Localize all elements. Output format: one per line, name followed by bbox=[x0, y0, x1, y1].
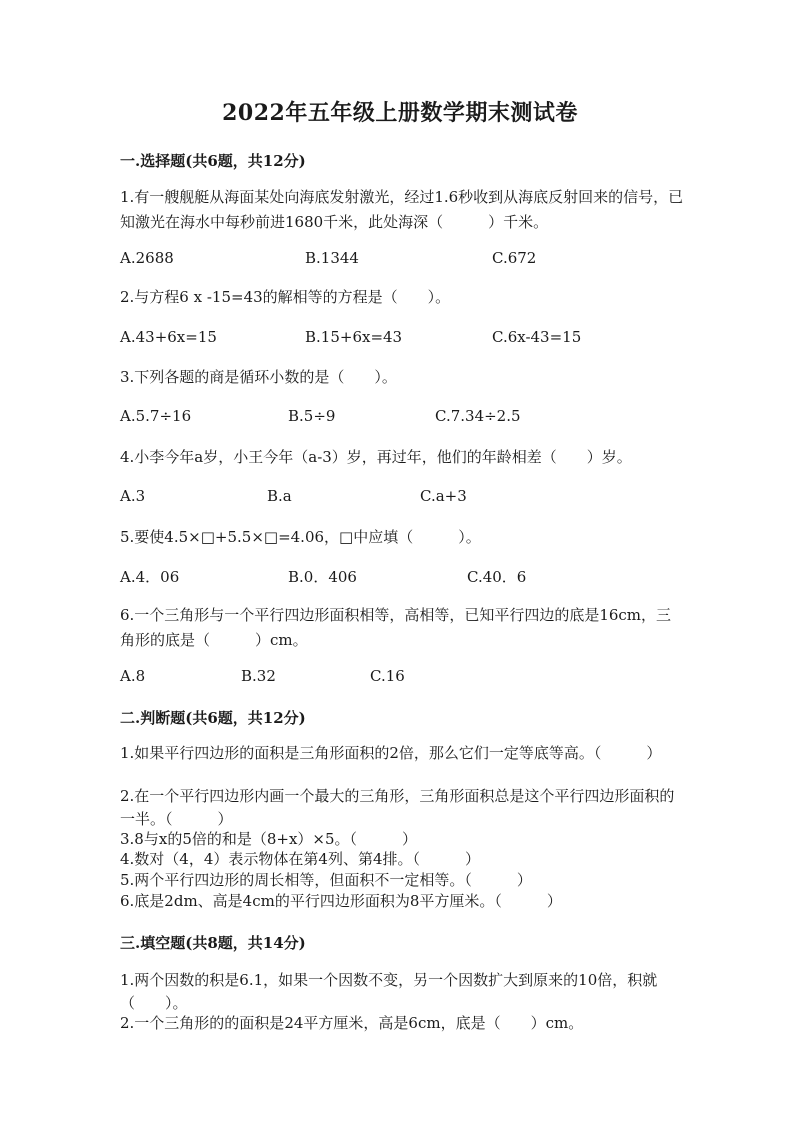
judgement-item-2: 2.在一个平行四边形内画一个最大的三角形，三角形面积总是这个平行四边形面积的一半。（ ） bbox=[120, 787, 675, 828]
option-c: C.40．6 bbox=[467, 568, 527, 586]
question-4-options bbox=[120, 487, 685, 509]
option-b: B.0．406 bbox=[288, 568, 357, 586]
option-c: C.16 bbox=[370, 667, 405, 685]
option-a: A.5.7÷16 bbox=[120, 407, 192, 425]
option-b: B.32 bbox=[241, 667, 276, 685]
question-5-text: 5.要使4.5×□+5.5×□=4.06，□中应填（ ）。 bbox=[120, 528, 481, 546]
question-4-text: 4.小李今年a岁，小王今年（a-3）岁，再过年，他们的年龄相差（ ）岁。 bbox=[120, 448, 632, 466]
judgement-item-5: 5.两个平行四边形的周长相等，但面积不一定相等。（ ） bbox=[120, 871, 532, 889]
question-1-options bbox=[120, 249, 685, 271]
question-5-options bbox=[120, 566, 685, 588]
option-c: C.6x-43=15 bbox=[492, 328, 582, 346]
judgement-item-4: 4.数对（4，4）表示物体在第4列、第4排。（ ） bbox=[120, 850, 480, 868]
option-b: B.a bbox=[267, 487, 292, 505]
question-6-options bbox=[120, 667, 685, 689]
question-3-options bbox=[120, 407, 685, 429]
option-a: A.8 bbox=[120, 667, 146, 685]
option-c: C.7.34÷2.5 bbox=[435, 407, 521, 425]
section-heading-choice: 一.选择题(共6题，共12分) bbox=[120, 152, 306, 170]
fill-item-1: 1.两个因数的积是6.1，如果一个因数不变，另一个因数扩大到原来的10倍，积就（ ）。 bbox=[120, 971, 658, 1012]
question-3-text: 3.下列各题的商是循环小数的是（ ）。 bbox=[120, 368, 397, 386]
section-heading-fill: 三.填空题(共8题，共14分) bbox=[120, 934, 306, 952]
option-b: B.15+6x=43 bbox=[305, 328, 403, 346]
judgement-item-1: 1.如果平行四边形的面积是三角形面积的2倍，那么它们一定等底等高。（ ） bbox=[120, 744, 662, 762]
question-6-text: 6.一个三角形与一个平行四边形面积相等，高相等，已知平行四边的底是16cm，三角形的底是（ ）cm。 bbox=[120, 606, 672, 649]
judgement-item-6: 6.底是2dm、高是4cm的平行四边形面积为8平方厘米。（ ） bbox=[120, 892, 562, 910]
question-1-text: 1.有一艘舰艇从海面某处向海底发射激光，经过1.6秒收到从海底反射回来的信号，已知激光在海水中每秒前进1680千米，此处海深（ ）千米。 bbox=[120, 188, 684, 231]
fill-item-2: 2.一个三角形的的面积是24平方厘米，高是6cm，底是（ ）cm。 bbox=[120, 1014, 584, 1032]
option-a: A.2688 bbox=[120, 249, 174, 267]
option-a: A.43+6x=15 bbox=[120, 328, 217, 346]
option-a: A.3 bbox=[120, 487, 146, 505]
option-b: B.1344 bbox=[305, 249, 359, 267]
option-c: C.a+3 bbox=[420, 487, 467, 505]
page-title: 2022年五年级上册数学期末测试卷 bbox=[222, 100, 578, 126]
option-c: C.672 bbox=[492, 249, 537, 267]
question-2-options bbox=[120, 328, 685, 350]
judgement-item-3: 3.8与x的5倍的和是（8+x）×5。（ ） bbox=[120, 830, 418, 848]
option-a: A.4．06 bbox=[120, 568, 180, 586]
option-b: B.5÷9 bbox=[288, 407, 336, 425]
section-heading-judgement: 二.判断题(共6题，共12分) bbox=[120, 709, 306, 727]
question-2-text: 2.与方程6 x -15=43的解相等的方程是（ ）。 bbox=[120, 288, 451, 306]
